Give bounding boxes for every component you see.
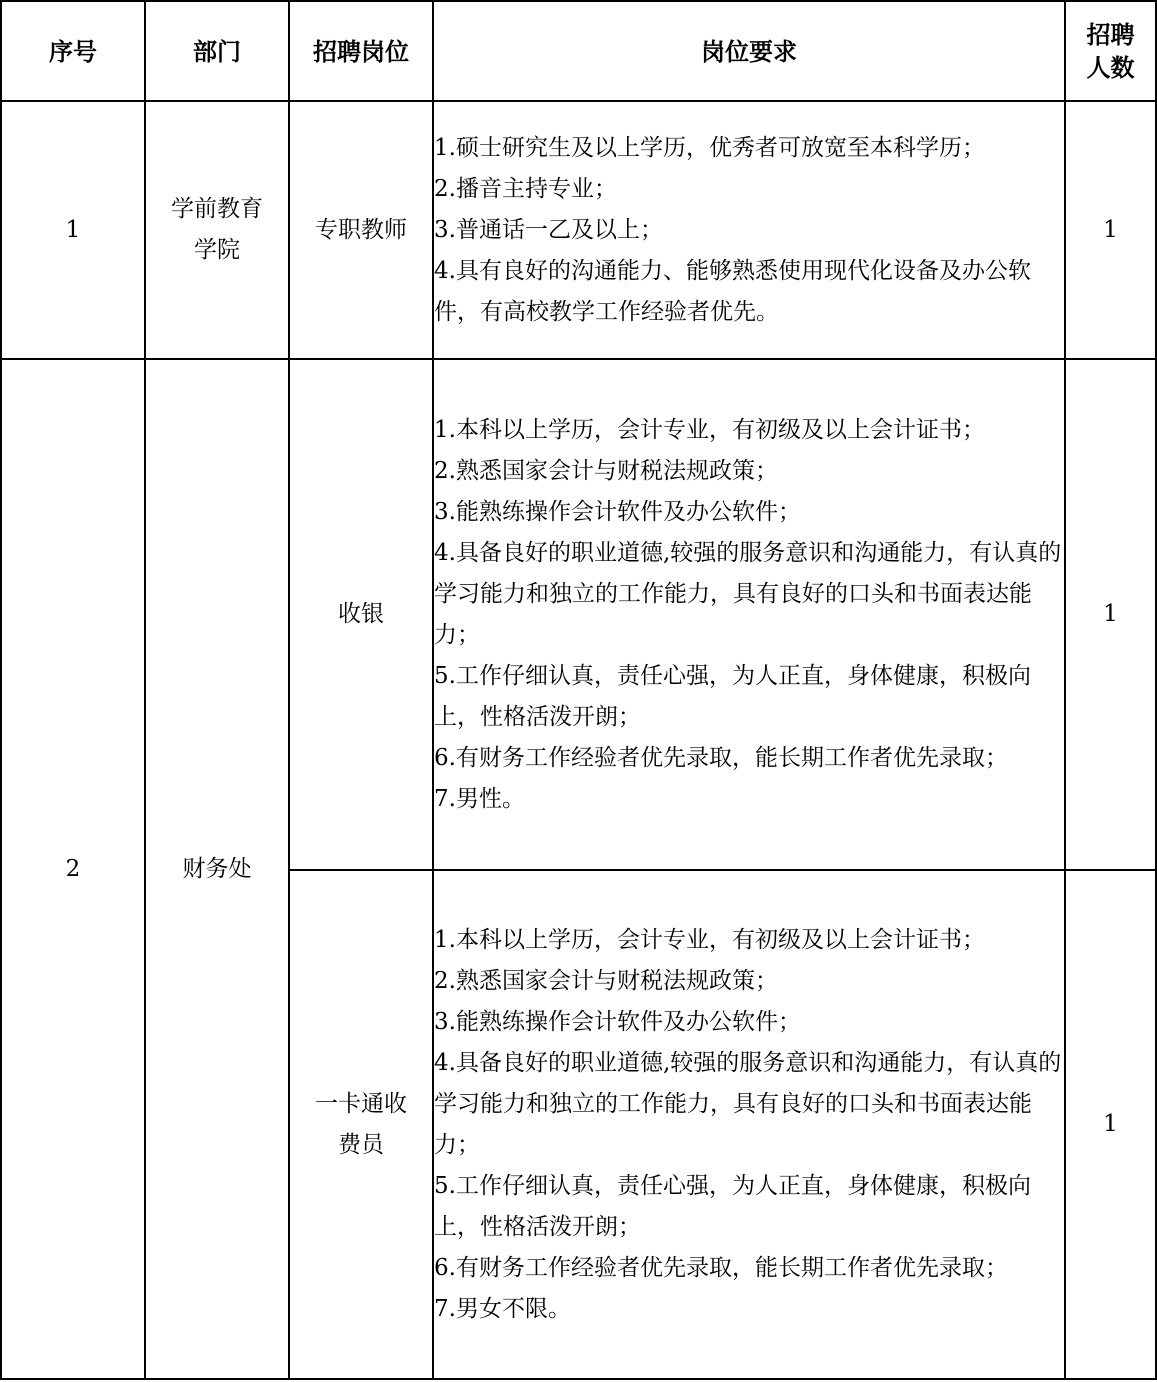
header-count-line2: 人数 (1086, 53, 1135, 82)
cell-position: 收银 (289, 359, 433, 870)
requirement-item: 3.普通话一乙及以上； (434, 216, 663, 243)
dept-line1: 学前教育 (171, 196, 263, 222)
requirement-item: 3.能熟练操作会计软件及办公软件； (434, 1008, 801, 1035)
requirement-item: 5.工作仔细认真，责任心强，为人正直，身体健康，积极向上，性格活泼开朗； (434, 1172, 1031, 1240)
header-requirements: 岗位要求 (433, 1, 1065, 101)
requirement-item: 7.男性。 (434, 785, 525, 812)
table-row (1, 101, 1156, 359)
cell-seq: 2 (1, 359, 145, 1379)
requirement-item: 6.有财务工作经验者优先录取，能长期工作者优先录取； (434, 1254, 1008, 1281)
cell-dept (145, 101, 289, 359)
cell-position (289, 870, 433, 1379)
table-header-row (1, 1, 1156, 101)
requirement-item: 2.熟悉国家会计与财税法规政策； (434, 967, 778, 994)
dept-line2: 学院 (194, 237, 240, 263)
position-line2: 费员 (338, 1131, 384, 1158)
cell-requirements (433, 359, 1065, 870)
cell-requirements (433, 870, 1065, 1379)
requirement-item: 4.具备良好的职业道德,较强的服务意识和沟通能力，有认真的学习能力和独立的工作能力，具有良好的口头和书面表达能力； (434, 539, 1062, 648)
requirement-item: 5.工作仔细认真，责任心强，为人正直，身体健康，积极向上，性格活泼开朗； (434, 662, 1031, 730)
requirement-item: 4.具备良好的职业道德,较强的服务意识和沟通能力，有认真的学习能力和独立的工作能力，具有良好的口头和书面表达能力； (434, 1049, 1062, 1158)
requirement-item: 2.播音主持专业； (434, 175, 617, 202)
table-row (1, 359, 1156, 870)
header-count (1065, 1, 1156, 101)
requirement-item: 2.熟悉国家会计与财税法规政策； (434, 457, 778, 484)
requirement-item: 1.本科以上学历，会计专业，有初级及以上会计证书； (434, 416, 985, 443)
cell-count: 1 (1065, 101, 1156, 359)
cell-seq: 1 (1, 101, 145, 359)
header-position: 招聘岗位 (289, 1, 433, 101)
requirement-item: 1.硕士研究生及以上学历，优秀者可放宽至本科学历； (434, 134, 985, 161)
cell-position: 专职教师 (289, 101, 433, 359)
cell-dept: 财务处 (145, 359, 289, 1379)
cell-count: 1 (1065, 359, 1156, 870)
cell-count: 1 (1065, 870, 1156, 1379)
requirement-item: 6.有财务工作经验者优先录取，能长期工作者优先录取； (434, 744, 1008, 771)
header-dept: 部门 (145, 1, 289, 101)
requirement-item: 3.能熟练操作会计软件及办公软件； (434, 498, 801, 525)
header-seq: 序号 (1, 1, 145, 101)
cell-requirements (433, 101, 1065, 359)
position-line1: 一卡通收 (315, 1090, 407, 1117)
requirement-item: 4.具有良好的沟通能力、能够熟悉使用现代化设备及办公软件，有高校教学工作经验者优先。 (434, 257, 1031, 325)
requirement-item: 7.男女不限。 (434, 1295, 571, 1322)
header-count-line1: 招聘 (1086, 20, 1135, 49)
requirement-item: 1.本科以上学历，会计专业，有初级及以上会计证书； (434, 926, 985, 953)
